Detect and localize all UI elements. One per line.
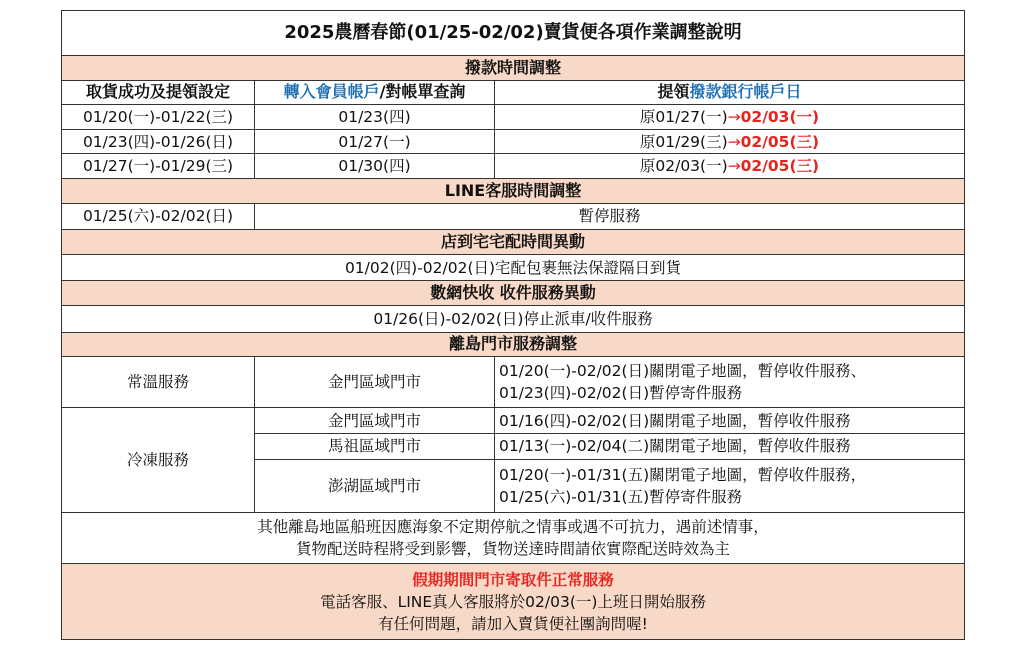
payment-range: 01/20(一)-01/22(三) <box>62 105 255 130</box>
island-detail-line: 01/20(一)-01/31(五)關閉電子地圖，暫停收件服務， <box>499 465 867 484</box>
payment-new-date: 02/05(三) <box>740 157 820 176</box>
announcement-table <box>61 10 965 640</box>
island-row <box>62 408 965 434</box>
footer-line-2: 有任何問題，請加入賣貨便社團詢問喔! <box>378 614 648 633</box>
header-withdraw: 提領 <box>657 82 690 102</box>
page-title: 2025農曆春節(01/25-02/02)賣貨便各項作業調整說明 <box>62 11 965 56</box>
island-section-title: 離島門市服務調整 <box>62 332 965 357</box>
island-detail-line: 01/23(四)-02/02(日)暫停寄件服務 <box>499 384 743 403</box>
payment-withdraw-date <box>495 129 965 154</box>
island-note-line: 其他離島地區船班因應海象不定期停航之情事或遇不可抗力，遇前述情事， <box>257 517 769 536</box>
payment-new-date: 02/05(三) <box>740 132 820 151</box>
island-detail-line: 01/25(六)-01/31(五)暫停寄件服務 <box>499 487 743 506</box>
island-detail-line: 01/13(一)-02/04(二)關閉電子地圖，暫停收件服務 <box>499 437 851 456</box>
island-detail <box>495 433 965 459</box>
payment-new-date: 02/03(一) <box>740 108 820 126</box>
payment-original-date: 原01/27(一) <box>639 108 728 126</box>
island-area: 金門區域門市 <box>255 408 495 434</box>
header-pickup-setting: 取貨成功及提領設定 <box>62 80 255 105</box>
payment-original-date: 原02/03(一) <box>639 157 728 176</box>
payment-section-title: 撥款時間調整 <box>62 56 965 81</box>
express-section-title: 數網快收 收件服務異動 <box>62 281 965 306</box>
island-detail-line: 01/20(一)-02/02(日)關閉電子地圖，暫停收件服務、 <box>499 362 867 381</box>
payment-range: 01/23(四)-01/26(日) <box>62 129 255 154</box>
payment-original-date: 原01/29(三) <box>639 132 728 151</box>
island-detail <box>495 357 965 408</box>
payment-transfer-date: 01/23(四) <box>255 105 495 130</box>
island-area: 金門區域門市 <box>255 357 495 408</box>
payment-header-row <box>62 80 965 105</box>
line-status: 暫停服務 <box>255 203 965 230</box>
island-note <box>62 512 965 563</box>
arrow-right-icon: → <box>727 157 741 176</box>
arrow-right-icon: → <box>727 132 741 151</box>
home-delivery-text: 01/02(四)-02/02(日)宅配包裹無法保證隔日到貨 <box>62 254 965 281</box>
island-area: 馬祖區域門市 <box>255 433 495 459</box>
header-transfer-account-blue: 轉入會員帳戶 <box>283 82 380 102</box>
normal-service-label: 常溫服務 <box>62 357 255 408</box>
line-range: 01/25(六)-02/02(日) <box>62 203 255 230</box>
header-bank-date-blue: 撥款銀行帳戶日 <box>689 82 802 102</box>
payment-transfer-date: 01/27(一) <box>255 129 495 154</box>
payment-range: 01/27(一)-01/29(三) <box>62 154 255 179</box>
footer-notice <box>62 564 965 640</box>
island-detail <box>495 459 965 512</box>
line-section-title: LINE客服時間調整 <box>62 178 965 203</box>
payment-withdraw-date <box>495 154 965 179</box>
payment-row <box>62 154 965 179</box>
line-row <box>62 203 965 230</box>
header-statement-query: /對帳單查詢 <box>379 82 466 102</box>
island-detail-line: 01/16(四)-02/02(日)關閉電子地圖，暫停收件服務 <box>499 411 851 430</box>
express-text: 01/26(日)-02/02(日)停止派車/收件服務 <box>62 305 965 332</box>
footer-line-1: 電話客服、LINE真人客服將於02/03(一)上班日開始服務 <box>320 592 706 611</box>
payment-row <box>62 105 965 130</box>
island-note-line: 貨物配送時程將受到影響，貨物送達時間請依實際配送時效為主 <box>296 539 731 558</box>
footer-highlight: 假期期間門市寄取件正常服務 <box>412 570 614 589</box>
payment-withdraw-date <box>495 105 965 130</box>
payment-row <box>62 129 965 154</box>
island-area: 澎湖區域門市 <box>255 459 495 512</box>
home-delivery-section-title: 店到宅宅配時間異動 <box>62 230 965 255</box>
cold-service-label: 冷凍服務 <box>62 408 255 512</box>
arrow-right-icon: → <box>727 108 741 126</box>
island-row <box>62 357 965 408</box>
island-detail <box>495 408 965 434</box>
header-withdraw-date <box>495 80 965 105</box>
header-transfer-account <box>255 80 495 105</box>
payment-transfer-date: 01/30(四) <box>255 154 495 179</box>
